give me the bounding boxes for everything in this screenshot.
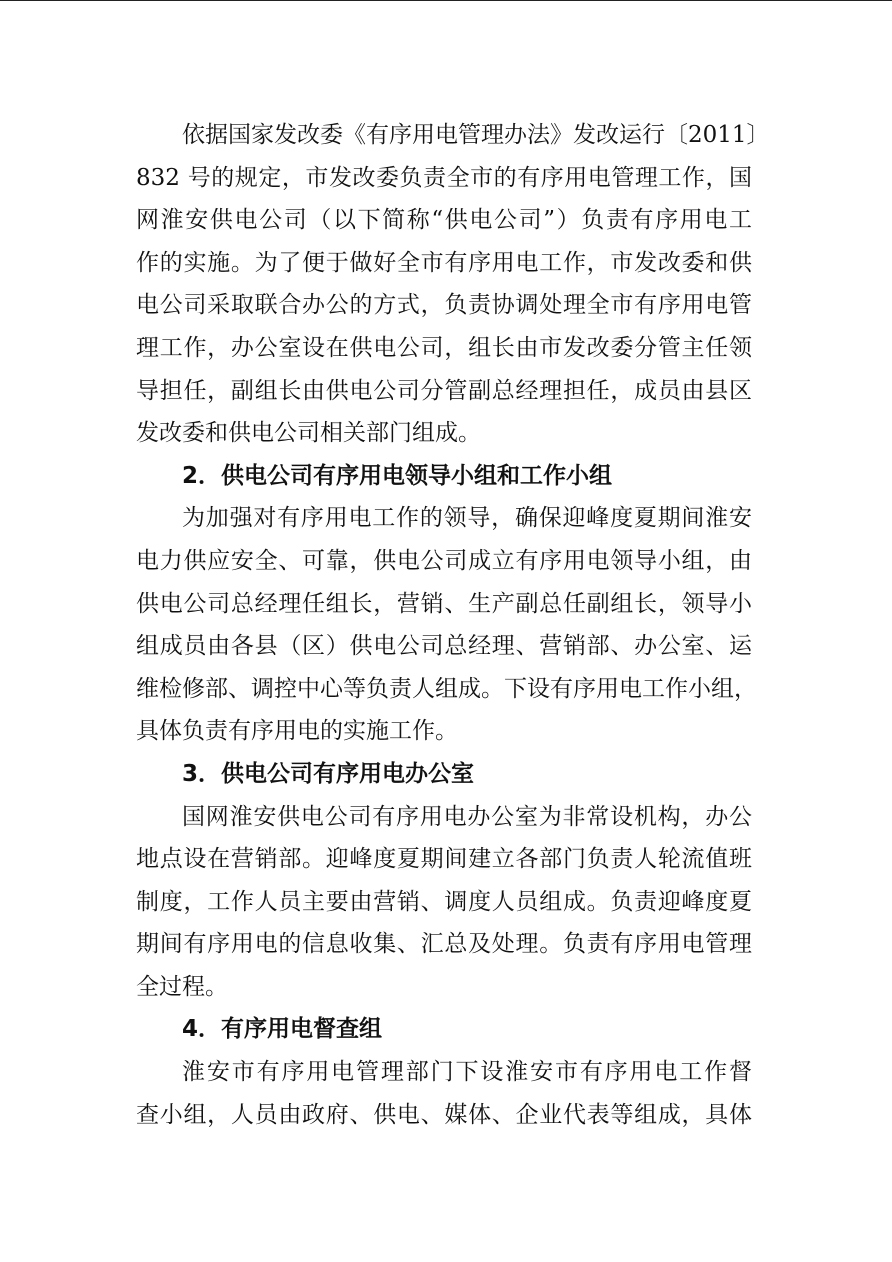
text-line: 发改委和供电公司相关部门组成。 xyxy=(136,420,481,447)
section-heading-2: 2．供电公司有序用电领导小组和工作小组 xyxy=(182,462,613,489)
text-line: 期间有序用电的信息收集、汇总及处理。负责有序用电管理 xyxy=(136,931,752,958)
paragraph-1 xyxy=(136,114,770,455)
text-line: 地点设在营销部。迎峰度夏期间建立各部门负责人轮流值班 xyxy=(136,846,752,873)
text-line: 导担任，副组长由供电公司分管副总经理担任，成员由县区 xyxy=(136,377,752,404)
paragraph-4 xyxy=(136,1051,752,1136)
text-line: 理工作，办公室设在供电公司，组长由市发改委分管主任领 xyxy=(136,334,752,361)
section-heading-4: 4．有序用电督查组 xyxy=(182,1016,383,1043)
text-line: 维检修部、调控中心等负责人组成。下设有序用电工作小组， xyxy=(136,675,757,702)
text-line: 供电公司总经理任组长，营销、生产副总任副组长，领导小 xyxy=(136,590,752,617)
text-line: 作的实施。为了便于做好全市有序用电工作，市发改委和供 xyxy=(136,249,752,276)
text-line: 电力供应安全、可靠，供电公司成立有序用电领导小组，由 xyxy=(136,547,752,574)
text-line: 组成员由各县（区）供电公司总经理、营销部、办公室、运 xyxy=(136,633,752,660)
text-line: 淮安市有序用电管理部门下设淮安市有序用电工作督 xyxy=(182,1059,752,1086)
text-line: 为加强对有序用电工作的领导，确保迎峰度夏期间淮安 xyxy=(182,505,752,532)
document-body xyxy=(136,114,770,1136)
text-line: 国网淮安供电公司有序用电办公室为非常设机构，办公 xyxy=(182,803,752,830)
text-line: 查小组，人员由政府、供电、媒体、企业代表等组成，具体 xyxy=(136,1101,752,1128)
text-line: 依据国家发改委《有序用电管理办法》发改运行〔2011〕 xyxy=(182,122,770,148)
text-line: 电公司采取联合办公的方式，负责协调处理全市有序用电管 xyxy=(136,292,752,319)
text-line: 全过程。 xyxy=(136,973,228,1000)
section-heading-3: 3．供电公司有序用电办公室 xyxy=(182,760,475,787)
text-line: 网淮安供电公司（以下简称“供电公司”）负责有序用电工 xyxy=(136,207,752,234)
text-line: 制度，工作人员主要由营销、调度人员组成。负责迎峰度夏 xyxy=(136,888,752,915)
paragraph-3 xyxy=(136,796,752,1009)
text-line: 具体负责有序用电的实施工作。 xyxy=(136,718,458,745)
text-line: 832 号的规定，市发改委负责全市的有序用电管理工作，国 xyxy=(136,164,752,191)
paragraph-2 xyxy=(136,497,757,753)
